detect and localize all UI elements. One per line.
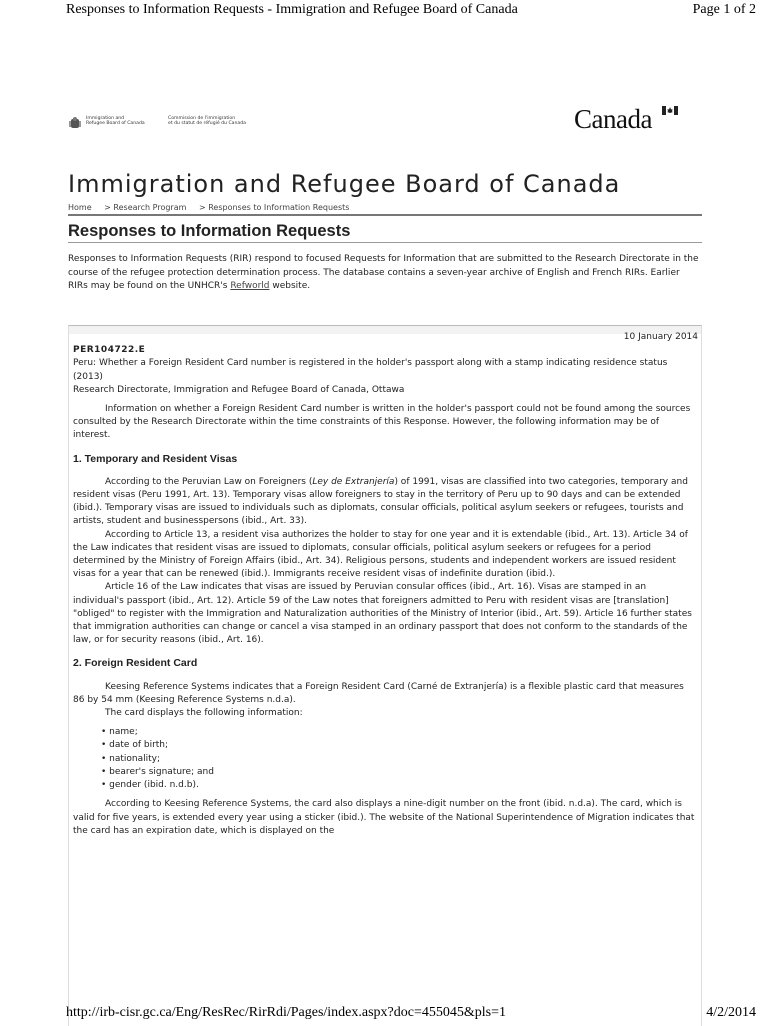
canada-flag-icon — [662, 106, 678, 115]
section1-paragraph2: According to Article 13, a resident visa authorizes the holder to stay for one year and it is extendable (ibid., Art. 13). Article 34 of the Law indicates that resident visas are issued to diplomats, consular officials, political asylum seekers or refugees for a period determined by the Ministry of Foreign Affairs (ibid., Art. 34). Religious persons, students and independent workers are issued resident visas for a year that can be renewed (ibid.). Immigrants receive resident visas of indefinite duration (ibid.). — [73, 529, 688, 580]
list-item: • bearer's signature; and — [101, 766, 698, 779]
section1-paragraph3: Article 16 of the Law indicates that visas are issued by Peruvian consular offices (ibid., Art. 16). Visas are stamped in an individual's passport (ibid., Art. 12). Article 59 of the Law notes that foreigners admitted to Peru with resident visas are [translation] "obliged" to register with the Immigration and Naturalization authorities of the Ministry of Interior (ibid., Art. 59). Article 16 further states that immigration authorities can change or cancel a visa stamped in an ordinary passport that does not conform to the standards of the law, or for security reasons (ibid., Art. 16). — [73, 582, 692, 646]
breadcrumb — [68, 203, 359, 212]
title-divider — [68, 214, 702, 216]
print-header-page: Page 1 of 2 — [692, 2, 756, 17]
document-content — [73, 331, 698, 838]
section2-paragraph2: The card displays the following information: — [105, 708, 303, 719]
section-divider — [68, 242, 702, 243]
section2-paragraph1: Keesing Reference Systems indicates that a Foreign Resident Card (Carné de Extranjería) is a flexible plastic card that measures 86 by 54 mm (Keesing Reference Systems n.d.a). — [73, 681, 684, 705]
list-item: • gender (ibid. n.d.b). — [101, 779, 698, 792]
section1-paragraph1: According to the Peruvian Law on Foreigners (Ley de Extranjería) of 1991, visas are classified into two categories, temporary and resident visas (Peru 1991, Art. 13). Temporary visas allow foreigners to stay in the territory of Peru up to 90 days and can be extended (ibid.). Temporary visas are issued to individuals such as diplomats, consular officials, political asylum seekers or refugees, tourists and artists, student and businesspersons (ibid., Art. 33). — [73, 476, 688, 527]
section-title: Responses to Information Requests — [68, 222, 351, 240]
canada-wordmark: Canada — [574, 104, 684, 134]
document-date: 10 January 2014 — [623, 332, 698, 342]
section2-paragraph3: According to Keesing Reference Systems, the card also displays a nine-digit number on the front (ibid. n.d.a). The card, which is valid for five years, is extended every year using a sticker (ibid.). The website of the National Superintendence of Migration indicates that the card has an expiration date, which is displayed on the — [73, 799, 695, 836]
document-intro: Information on whether a Foreign Resident Card number is written in the holder's passport could not be found among the sources consulted by the Research Directorate within the time constraints of this Response. However, the following information may be of interest. — [73, 404, 691, 441]
site-title: Immigration and Refugee Board of Canada — [68, 170, 621, 198]
list-item: • date of birth; — [101, 739, 698, 752]
list-item: • nationality; — [101, 753, 698, 766]
signature-english: Immigration and Refugee Board of Canada — [86, 116, 145, 126]
print-header — [66, 2, 756, 22]
print-footer-date: 4/2/2014 — [706, 1005, 756, 1020]
print-footer — [66, 1005, 756, 1025]
breadcrumb-research-program[interactable]: > Research Program — [104, 203, 187, 212]
breadcrumb-rir[interactable]: > Responses to Information Requests — [198, 203, 350, 212]
refworld-link[interactable]: Refworld — [230, 281, 270, 291]
document-author: Research Directorate, Immigration and Refugee Board of Canada, Ottawa — [73, 384, 405, 395]
info-list — [101, 726, 698, 792]
section-heading-1: 1. Temporary and Resident Visas — [73, 452, 238, 465]
section-heading-2: 2. Foreign Resident Card — [73, 657, 198, 670]
coat-of-arms-icon — [68, 116, 82, 130]
print-header-title: Responses to Information Requests - Immigration and Refugee Board of Canada — [66, 2, 518, 17]
government-signature[interactable] — [68, 114, 258, 132]
breadcrumb-home[interactable]: Home — [68, 203, 92, 212]
print-footer-url: http://irb-cisr.gc.ca/Eng/ResRec/RirRdi/Pages/index.aspx?doc=455045&pls=1 — [66, 1005, 507, 1020]
document-subject: Peru: Whether a Foreign Resident Card number is registered in the holder's passport along with a stamp indicating residence status (2013) — [73, 358, 668, 382]
list-item: • name; — [101, 726, 698, 739]
intro-paragraph: Responses to Information Requests (RIR) respond to focused Requests for Information that are submitted to the Research Directorate in the course of the refugee protection determination process. The database contains a seven-year archive of English and French RIRs. Earlier RIRs may be found on the UNHCR's Refworld website. — [68, 254, 699, 291]
document-number: PER104722.E — [73, 345, 146, 356]
signature-french: Commission de l'immigration et du statut de réfugié du Canada — [168, 116, 246, 126]
